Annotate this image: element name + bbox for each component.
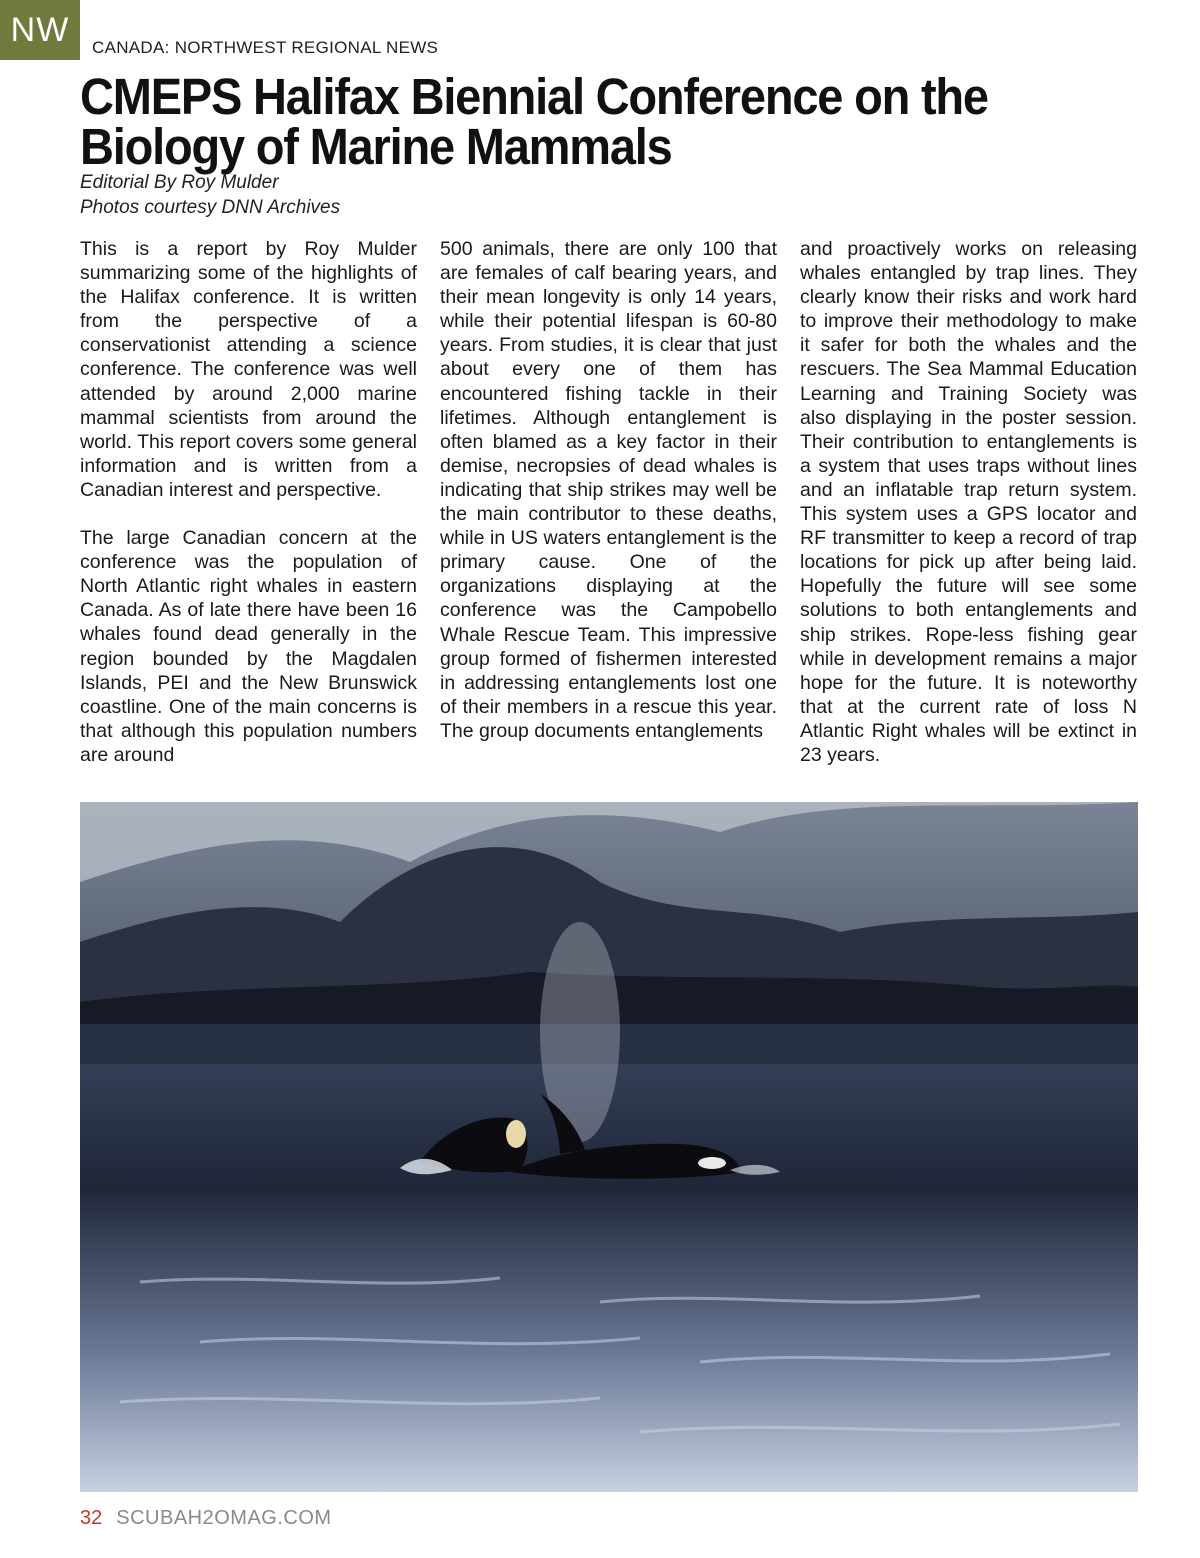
article-column-1	[80, 237, 417, 791]
paragraph: and proactively works on releasing whales entangled by trap lines. They clearly know their risks and work hard to improve their methodology to make it safer for both the whales and the rescuers. The Sea Mammal Education Learning and Training Society was also displaying in the poster session. Their contribution to entanglements is a system that uses traps without lines and an inflatable trap return system. This system uses a GPS locator and RF transmitter to keep a record of trap locations for pick up after being laid. Hopefully the future will see some solutions to both entanglements and ship strikes. Rope-less fishing gear while in development remains a major hope for the future. It is noteworthy that at the current rate of loss N Atlantic Right whales will be extinct in 23 years.	[800, 238, 1137, 766]
paragraph: This is a report by Roy Mulder summarizing some of the highlights of the Halifax conference. It is written from the perspective of a conservationist attending a science conference. The conference was well attended by around 2,000 marine mammal scientists from around the world. This report covers some general information and is written from a Canadian interest and perspective.	[80, 238, 417, 501]
article-column-2	[440, 237, 777, 767]
section-label: CANADA: NORTHWEST REGIONAL NEWS	[92, 38, 439, 57]
orca-photo-illustration	[80, 802, 1138, 1492]
article-column-3	[800, 237, 1137, 791]
byline-editorial: Editorial By Roy Mulder	[80, 172, 279, 193]
page-footer	[80, 1507, 332, 1530]
byline	[80, 170, 340, 220]
page-number: 32	[80, 1507, 103, 1529]
article-title: CMEPS Halifax Biennial Conference on the Biology of Marine Mammals	[80, 67, 988, 175]
orca-photo	[80, 802, 1138, 1492]
site-url: SCUBAH2OMAG.COM	[116, 1507, 332, 1529]
byline-photos: Photos courtesy DNN Archives	[80, 197, 341, 218]
paragraph: 500 animals, there are only 100 that are females of calf bearing years, and their mean longevity is only 14 years, while their potential lifespan is 60-80 years. From studies, it is clear that just about every one of them has encountered fishing tackle in their lifetimes. Although entanglement is often blamed as a key factor in their demise, necropsies of dead whales is indicating that ship strikes may well be the main contributor to these deaths, while in US waters entanglement is the primary cause. One of the organizations displaying at the conference was the Campobello Whale Rescue Team. This impressive group formed of fishermen interested in addressing entanglements lost one of their members in a rescue this year. The group documents entanglements	[440, 238, 777, 742]
paragraph: The large Canadian concern at the conference was the population of North Atlantic right whales in eastern Canada. As of late there have been 16 whales found dead generally in the region bounded by the Magdalen Islands, PEI and the New Brunswick coastline. One of the main concerns is that although this population numbers are around	[80, 527, 417, 766]
section-badge: NW	[0, 0, 80, 60]
